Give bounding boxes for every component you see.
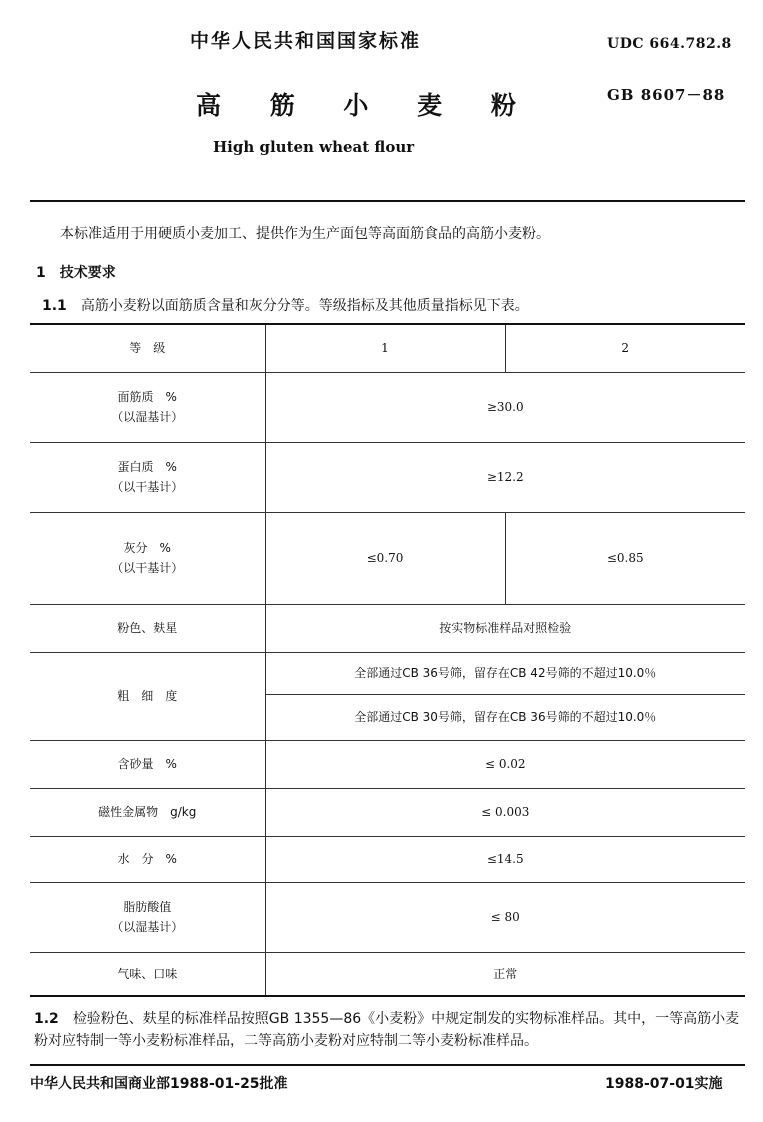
color-label: 粉色、麸星 bbox=[30, 604, 265, 652]
moisture-value: ≤14.5 bbox=[265, 836, 745, 882]
national-standard-label: 中华人民共和国国家标准 bbox=[190, 30, 422, 52]
udc-code: UDC 664.782.8 bbox=[607, 36, 732, 52]
document-title-zh: 高 筋 小 麦 粉 bbox=[196, 91, 536, 120]
protein-label: 蛋白质 % bbox=[117, 460, 177, 474]
bottom-rule bbox=[30, 1064, 745, 1066]
ash-label: 灰分 % bbox=[123, 541, 171, 555]
fatty-acid-value: ≤ 80 bbox=[265, 882, 745, 952]
effective-date: 1988-07-01实施 bbox=[605, 1076, 723, 1092]
gb-number: GB 8607－88 bbox=[607, 86, 726, 104]
table-row bbox=[30, 652, 745, 694]
table-row bbox=[30, 740, 745, 788]
grade-header-label: 等 级 bbox=[30, 324, 265, 372]
quality-spec-table bbox=[30, 323, 745, 997]
clause-1-2-number: 1.2 bbox=[34, 1011, 59, 1027]
odor-label: 气味、口味 bbox=[30, 952, 265, 996]
magnetic-metal-value: ≤ 0.003 bbox=[265, 788, 745, 836]
section-1-heading: 1 技术要求 bbox=[36, 265, 116, 281]
table-row bbox=[30, 372, 745, 442]
fatty-acid-label-cell bbox=[30, 882, 265, 952]
protein-basis: （以干基计） bbox=[111, 480, 184, 494]
gluten-value: ≥30.0 bbox=[265, 372, 745, 442]
sand-label: 含砂量 % bbox=[30, 740, 265, 788]
gluten-basis: （以湿基计） bbox=[111, 410, 184, 424]
grade-1-header: 1 bbox=[265, 324, 505, 372]
clause-1-2 bbox=[34, 1008, 746, 1052]
gluten-label-cell bbox=[30, 372, 265, 442]
document-title-en: High gluten wheat flour bbox=[213, 138, 415, 156]
magnetic-metal-label: 磁性金属物 g/kg bbox=[30, 788, 265, 836]
color-value: 按实物标准样品对照检验 bbox=[265, 604, 745, 652]
protein-label-cell bbox=[30, 442, 265, 512]
clause-1-1-number: 1.1 bbox=[42, 298, 67, 314]
top-rule bbox=[30, 200, 745, 202]
sand-value: ≤ 0.02 bbox=[265, 740, 745, 788]
fineness-grade-1-value: 全部通过CB 36号筛，留存在CB 42号筛的不超过10.0％ bbox=[265, 652, 745, 694]
ash-label-cell bbox=[30, 512, 265, 604]
table-row bbox=[30, 836, 745, 882]
table-row bbox=[30, 604, 745, 652]
gluten-label: 面筋质 % bbox=[117, 390, 177, 404]
moisture-label: 水 分 % bbox=[30, 836, 265, 882]
table-row bbox=[30, 324, 745, 372]
table-row bbox=[30, 952, 745, 996]
fatty-acid-label: 脂肪酸值 bbox=[123, 900, 172, 914]
table-row bbox=[30, 442, 745, 512]
approval-line: 中华人民共和国商业部1988-01-25批准 bbox=[30, 1076, 288, 1092]
odor-value: 正常 bbox=[265, 952, 745, 996]
table-row bbox=[30, 882, 745, 952]
ash-grade-1-value: ≤0.70 bbox=[265, 512, 505, 604]
clause-1-2-text: 检验粉色、麸星的标准样品按照GB 1355—86《小麦粉》中规定制发的实物标准样品。其中，一等高筋小麦粉对应特制一等小麦粉标准样品，二等高筋小麦粉对应特制二等小麦粉标准样品。 bbox=[34, 1011, 740, 1049]
protein-value: ≥12.2 bbox=[265, 442, 745, 512]
ash-grade-2-value: ≤0.85 bbox=[505, 512, 745, 604]
fineness-grade-2-value: 全部通过CB 30号筛，留存在CB 36号筛的不超过10.0％ bbox=[265, 694, 745, 740]
ash-basis: （以干基计） bbox=[111, 561, 184, 575]
table-row bbox=[30, 512, 745, 604]
scope-paragraph: 本标准适用于用硬质小麦加工、提供作为生产面包等高面筋食品的高筋小麦粉。 bbox=[60, 226, 550, 242]
table-row bbox=[30, 788, 745, 836]
fineness-label: 粗 细 度 bbox=[30, 652, 265, 740]
clause-1-1-text: 高筋小麦粉以面筋质含量和灰分分等。等级指标及其他质量指标见下表。 bbox=[80, 298, 529, 314]
fatty-acid-basis: （以湿基计） bbox=[111, 920, 184, 934]
clause-1-1 bbox=[42, 295, 529, 315]
grade-2-header: 2 bbox=[505, 324, 745, 372]
